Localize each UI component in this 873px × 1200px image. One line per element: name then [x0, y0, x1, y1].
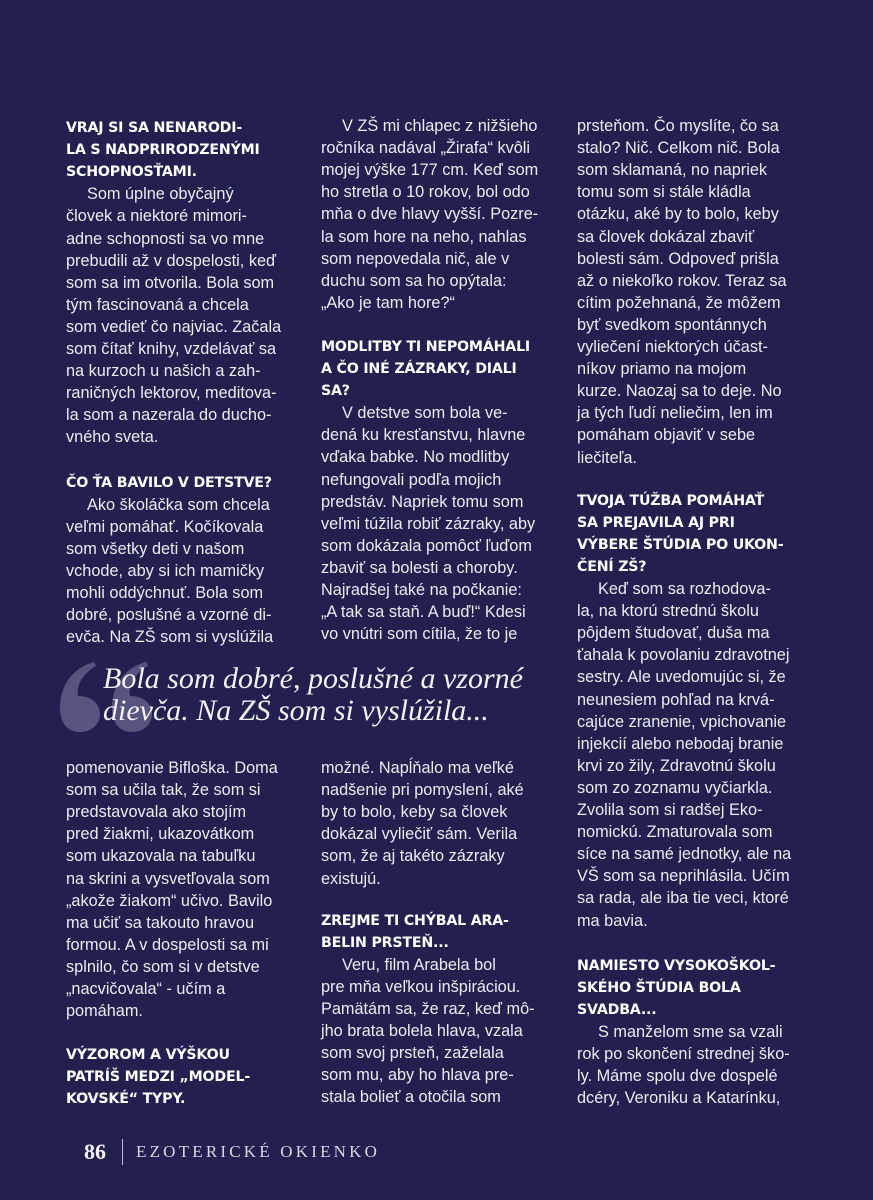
paragraph-line: ly. Máme spolu dve dospelé [577, 1067, 778, 1086]
quote-mark-left-glyph [60, 662, 100, 732]
section-heading-line: ZREJME TI CHÝBAL ARA- [321, 912, 509, 929]
section-heading-line: SKÉHO ŠTÚDIA BOLA [577, 979, 741, 996]
paragraph-line: krvi zo žily, Zdravotnú školu [577, 756, 776, 775]
paragraph-line: nomickú. Zmaturovala som [577, 823, 773, 842]
paragraph-line: „akože žiakom“ učivo. Bavilo [66, 891, 273, 910]
paragraph-line: veľmi pomáhať. Kočíkovala [66, 517, 264, 536]
paragraph-line: mohli oddýchnuť. Bola som [66, 584, 264, 602]
paragraph-line: až o niekoľko rokov. Teraz sa [577, 271, 787, 290]
paragraph-line: vo vnútri som cítila, že to je [321, 625, 518, 644]
section-heading-line: SA? [321, 383, 350, 400]
paragraph-line: ma bavia. [577, 911, 648, 930]
paragraph-line: pred žiakmi, ukazovátkom [66, 825, 255, 844]
paragraph-line: VŠ som sa neprihlásila. Učím [577, 867, 790, 886]
paragraph-line: pomáham. [66, 1002, 143, 1021]
paragraph-line: človek a niektoré mimori- [66, 207, 247, 226]
paragraph-line: otázku, aké by to bolo, keby [577, 205, 779, 224]
paragraph-line: Som úplne obyčajný [87, 185, 234, 204]
paragraph-line: pre mňa veľkou inšpiráciou. [321, 977, 521, 996]
paragraph-line: adne schopnosti sa vo mne [66, 229, 265, 248]
paragraph-line: injekcií alebo nebodaj branie [577, 734, 784, 753]
paragraph-line: Ako školáčka som chcela [87, 495, 270, 514]
paragraph-line: ja tých ľudí neliečim, len im [577, 404, 773, 423]
section-heading-line: BELIN PRSTEŇ... [321, 934, 449, 951]
section-title: EZOTERICKÉ OKIENKO [136, 1142, 381, 1161]
paragraph-line: som vedieť čo najviac. Začala [66, 317, 282, 336]
page-number: 86 [84, 1139, 106, 1164]
section-heading-line: ČO ŤA BAVILO V DETSTVE? [66, 474, 272, 491]
paragraph-line: stalo? Nič. Celkom nič. Bola [577, 139, 780, 158]
paragraph-line: jho brata bolela hlava, vzala [321, 1022, 523, 1041]
paragraph-line: S manželom sme sa vzali [598, 1022, 783, 1041]
paragraph-line: prebudili až v dospelosti, keď [66, 251, 277, 270]
paragraph-line: mňa o dve hlavy vyšší. Pozre- [321, 205, 539, 224]
paragraph-line: pomáham objaviť v sebe [577, 426, 756, 445]
paragraph-line: nadšenie pri pomyslení, aké [321, 781, 524, 800]
paragraph-line: dobré, poslušné a vzorné di- [66, 606, 272, 625]
paragraph-line: síce na samé jednotky, ale na [577, 845, 792, 864]
paragraph-line: som čítať knihy, vzdelávať sa [66, 340, 277, 358]
paragraph-line: cajúce zranenie, vpichovanie [577, 712, 787, 731]
section-heading-line: KOVSKÉ“ TYPY. [66, 1091, 186, 1108]
paragraph-line: zbaviť sa bolesti a choroby. [321, 558, 518, 577]
paragraph-line: predstavovala ako stojím [66, 803, 247, 822]
paragraph-line: tomu som si stále kládla [577, 183, 751, 202]
section-heading-line: TVOJA TÚŽBA POMÁHAŤ [577, 492, 765, 509]
section-heading-line: A ČO INÉ ZÁZRAKY, DIALI [321, 361, 517, 377]
paragraph-line: ťahala k povolaniu zdravotnej [577, 646, 790, 665]
paragraph-line: možné. Napĺňalo ma veľké [321, 759, 514, 777]
section-heading-line: VÝZOROM A VÝŠKOU [66, 1047, 230, 1064]
paragraph-line: som sklamaná, no napriek [577, 161, 768, 180]
paragraph-line: liečiteľa. [577, 448, 637, 467]
paragraph-line: „nacvičovala“ - učím a [66, 980, 226, 998]
paragraph-line: mojej výške 177 cm. Keď som [321, 161, 539, 180]
paragraph-line: rok po skončení strednej ško- [577, 1045, 790, 1063]
paragraph-line: sestry. Ale uvedomujúc si, že [577, 668, 786, 687]
paragraph-line: cítim požehnaná, že môžem [577, 293, 781, 312]
section-heading-line: SA PREJAVILA AJ PRI [577, 514, 735, 531]
paragraph-line: ho stretla o 10 rokov, bol odo [321, 183, 530, 202]
paragraph-line: byť svedkom spontánnych [577, 315, 767, 334]
paragraph-line: bolesti sám. Odpoveď prišla [577, 249, 779, 268]
paragraph-line: predstáv. Napriek tomu som [321, 492, 524, 511]
paragraph-line: la, na ktorú strednú školu [577, 602, 759, 621]
paragraph-line: som nepovedala nič, ale v [321, 249, 510, 268]
section-heading-line: ČENÍ ZŠ? [577, 558, 647, 575]
paragraph-line: vyliečení niektorých účast- [577, 338, 768, 356]
paragraph-line: som mu, aby ho hlava pre- [321, 1066, 514, 1085]
paragraph-line: existujú. [321, 869, 381, 888]
paragraph-line: níkov priamo na mojom [577, 360, 747, 379]
paragraph-line: la som a nazerala do ducho- [66, 406, 272, 425]
paragraph-line: vďaka babke. No modlitby [321, 448, 510, 467]
paragraph-line: prsteňom. Čo myslíte, čo sa [577, 117, 779, 135]
paragraph-line: dokázal vyliečiť sám. Verila [321, 825, 518, 844]
section-heading-line: PATRÍŠ MEDZI „MODEL- [66, 1069, 251, 1086]
paragraph-line: pôjdem študovať, duša ma [577, 624, 770, 643]
paragraph-line: nefungovali podľa mojich [321, 470, 502, 489]
pull-quote-line: dievča. Na ZŠ som si vyslúžila... [103, 694, 489, 727]
paragraph-line: duchu som sa ho opýtala: [321, 271, 507, 290]
paragraph-line: som svoj prsteň, zaželala [321, 1044, 504, 1063]
section-heading-line: VÝBERE ŠTÚDIA PO UKON- [577, 536, 784, 553]
paragraph-line: veľmi túžila robiť zázraky, aby [321, 514, 536, 533]
pull-quote-line: Bola som dobré, poslušné a vzorné [103, 662, 523, 695]
paragraph-line: som ukazovala na tabuľku [66, 847, 256, 866]
paragraph-line: sa človek dokázal zbaviť [577, 227, 755, 246]
paragraph-line: formou. A v dospelosti sa mi [66, 935, 269, 954]
paragraph-line: la som hore na neho, nahlas [321, 227, 527, 246]
paragraph-line: pomenovanie Bifloška. Doma [66, 759, 278, 777]
paragraph-line: Pamätám sa, že raz, keď mô- [321, 1000, 535, 1018]
section-heading-line: SCHOPNOSŤAMI. [66, 164, 197, 181]
paragraph-line: dená ku kresťanstvu, hlavne [321, 426, 526, 445]
section-heading-line: SVADBA... [577, 1001, 657, 1018]
footer-divider [122, 1139, 123, 1165]
section-heading-line: NAMIESTO VYSOKOŠKOL- [577, 957, 776, 974]
paragraph-line: Keď som sa rozhodova- [598, 580, 771, 598]
section-heading-line: VRAJ SI SA NENARODI- [66, 120, 243, 136]
paragraph-line: „A tak sa staň. A buď!“ Kdesi [321, 603, 526, 622]
paragraph-line: Zvolila som si radšej Eko- [577, 801, 763, 819]
paragraph-line: som sa učila tak, že som si [66, 781, 261, 800]
paragraph-line: Najradšej také na počkanie: [321, 581, 522, 599]
paragraph-line: V ZŠ mi chlapec z nižšieho [342, 117, 538, 135]
paragraph-line: evča. Na ZŠ som si vyslúžila [66, 628, 274, 647]
paragraph-line: som dokázala pomôcť ľuďom [321, 536, 532, 555]
paragraph-line: „Ako je tam hore?“ [321, 293, 455, 312]
paragraph-line: Veru, film Arabela bol [342, 955, 496, 974]
paragraph-line: som všetky deti v našom [66, 539, 245, 558]
paragraph-line: tým fascinovaná a chcela [66, 295, 249, 314]
paragraph-line: neunesiem pohľad na krvá- [577, 690, 775, 709]
section-heading-line: LA S NADPRIRODZENÝMI [66, 142, 260, 159]
paragraph-line: som, že aj takéto zázraky [321, 847, 505, 866]
paragraph-line: ma učiť sa takouto hravou [66, 913, 255, 932]
paragraph-line: dcéry, Veroniku a Katarínku, [577, 1089, 781, 1108]
paragraph-line: som sa im otvorila. Bola som [66, 273, 275, 292]
paragraph-line: vného sveta. [66, 428, 159, 447]
paragraph-line: ročníka nadával „Žirafa“ kvôli [321, 139, 531, 158]
paragraph-line: som zo zoznamu vyčiarkla. [577, 778, 773, 797]
paragraph-line: kurze. Naozaj sa to deje. No [577, 382, 782, 401]
paragraph-line: raničných lektorov, meditova- [66, 384, 277, 403]
paragraph-line: by to bolo, keby sa človek [321, 803, 508, 822]
paragraph-line: splnilo, čo som si v detstve [66, 957, 260, 976]
paragraph-line: V detstve som bola ve- [342, 404, 508, 423]
paragraph-line: na kurzoch u našich a zah- [66, 362, 261, 381]
section-heading-line: MODLITBY TI NEPOMÁHALI [321, 338, 530, 355]
paragraph-line: stala bolieť a otočila som [321, 1088, 501, 1107]
paragraph-line: vchode, aby si ich mamičky [66, 561, 265, 580]
paragraph-line: na skrini a vysvetľovala som [66, 869, 270, 888]
paragraph-line: sa rada, ale iba tie veci, ktoré [577, 889, 789, 908]
